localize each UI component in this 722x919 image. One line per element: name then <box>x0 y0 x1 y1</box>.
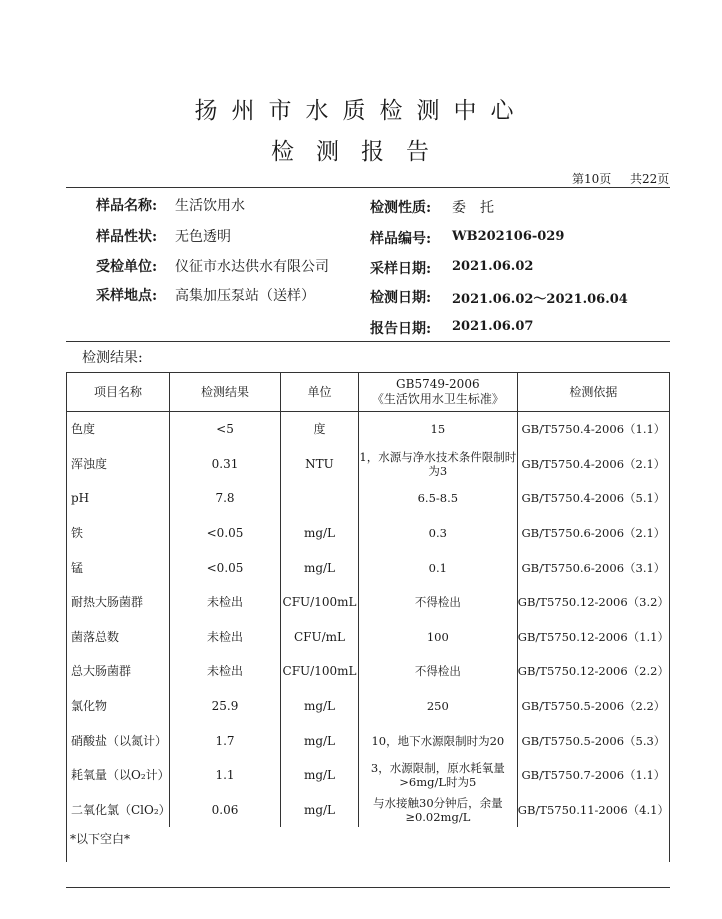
blank-cell <box>281 827 359 862</box>
col-standard-header <box>358 373 517 412</box>
row-unit <box>281 481 359 516</box>
row-standard: 6.5-8.5 <box>358 481 517 516</box>
row-unit: mg/L <box>281 550 359 585</box>
page-current: 第10页 <box>572 172 612 186</box>
sample-no-value: WB202106-029 <box>452 229 565 244</box>
row-result: 未检出 <box>169 620 280 655</box>
table-row <box>67 620 670 655</box>
table-row <box>67 550 670 585</box>
test-date-label: 检测日期: <box>370 290 432 306</box>
row-unit: CFU/100mL <box>281 585 359 620</box>
row-item-name: 锰 <box>67 550 170 585</box>
sample-state-label: 样品性状: <box>96 229 158 245</box>
row-basis: GB/T5750.7-2006（1.1） <box>517 758 669 793</box>
results-section-label: 检测结果: <box>82 350 143 366</box>
table-row <box>67 447 670 482</box>
row-basis: GB/T5750.4-2006（1.1） <box>517 412 669 447</box>
page-total: 共22页 <box>630 172 670 186</box>
row-unit: mg/L <box>281 516 359 551</box>
sampling-date-label: 采样日期: <box>370 261 432 277</box>
report-title: 检测报告 <box>271 139 451 165</box>
row-item-name: 色度 <box>67 412 170 447</box>
row-basis: GB/T5750.4-2006（5.1） <box>517 481 669 516</box>
row-standard: 1，水源与净水技术条件限制时为3 <box>358 447 517 482</box>
table-row <box>67 654 670 689</box>
col-item-header: 项目名称 <box>67 373 170 412</box>
col-basis-header: 检测依据 <box>517 373 669 412</box>
header-rule <box>66 187 670 188</box>
end-note: *以下空白* <box>70 832 131 846</box>
row-standard: 10，地下水源限制时为20 <box>358 723 517 758</box>
sampling-site-value: 高集加压泵站（送样） <box>175 288 315 304</box>
standard-header-line2: 《生活饮用水卫生标准》 <box>371 392 504 406</box>
row-result: <0.05 <box>169 550 280 585</box>
row-result: 0.31 <box>169 447 280 482</box>
row-item-name: 二氧化氯（ClO₂） <box>67 793 170 828</box>
blank-cell <box>517 827 669 862</box>
row-item-name: 耐热大肠菌群 <box>67 585 170 620</box>
row-unit: mg/L <box>281 723 359 758</box>
results-table <box>66 372 670 862</box>
org-title: 扬州市水质检测中心 <box>194 98 528 124</box>
row-standard: 不得检出 <box>358 585 517 620</box>
row-item-name: pH <box>67 481 170 516</box>
row-standard: 与水接触30分钟后，余量≥0.02mg/L <box>358 793 517 828</box>
test-nature-label: 检测性质: <box>370 200 432 216</box>
row-result: 未检出 <box>169 654 280 689</box>
row-standard: 0.1 <box>358 550 517 585</box>
row-unit: mg/L <box>281 689 359 724</box>
row-unit: NTU <box>281 447 359 482</box>
blank-cell <box>169 827 280 862</box>
blank-cell <box>358 827 517 862</box>
row-item-name: 菌落总数 <box>67 620 170 655</box>
row-standard: 100 <box>358 620 517 655</box>
sample-name-label: 样品名称: <box>96 198 158 214</box>
row-item-name: 总大肠菌群 <box>67 654 170 689</box>
row-item-name: 硝酸盐（以氮计） <box>67 723 170 758</box>
col-unit-header: 单位 <box>281 373 359 412</box>
row-basis: GB/T5750.4-2006（2.1） <box>517 447 669 482</box>
row-result: 1.7 <box>169 723 280 758</box>
row-unit: CFU/mL <box>281 620 359 655</box>
row-result: 未检出 <box>169 585 280 620</box>
row-item-name: 铁 <box>67 516 170 551</box>
table-row <box>67 585 670 620</box>
client-value: 仪征市水达供水有限公司 <box>175 259 329 275</box>
row-item-name: 浑浊度 <box>67 447 170 482</box>
row-basis: GB/T5750.12-2006（3.2） <box>517 585 669 620</box>
sample-name-value: 生活饮用水 <box>175 198 245 214</box>
report-date-label: 报告日期: <box>370 321 432 337</box>
table-row <box>67 793 670 828</box>
row-basis: GB/T5750.5-2006（5.3） <box>517 723 669 758</box>
row-result: 1.1 <box>169 758 280 793</box>
row-result: <5 <box>169 412 280 447</box>
table-row <box>67 481 670 516</box>
row-unit: 度 <box>281 412 359 447</box>
client-label: 受检单位: <box>96 259 158 275</box>
table-bottom-border <box>66 887 670 888</box>
table-row <box>67 758 670 793</box>
row-basis: GB/T5750.12-2006（1.1） <box>517 620 669 655</box>
table-blank-row <box>67 827 670 862</box>
test-date-value: 2021.06.02～2021.06.04 <box>452 292 628 307</box>
row-standard: 不得检出 <box>358 654 517 689</box>
row-standard: 15 <box>358 412 517 447</box>
table-row <box>67 689 670 724</box>
row-basis: GB/T5750.11-2006（4.1） <box>517 793 669 828</box>
row-item-name: 氯化物 <box>67 689 170 724</box>
row-basis: GB/T5750.12-2006（2.2） <box>517 654 669 689</box>
row-result: <0.05 <box>169 516 280 551</box>
row-standard: 250 <box>358 689 517 724</box>
sample-no-label: 样品编号: <box>370 231 432 247</box>
sampling-site-label: 采样地点: <box>96 288 158 304</box>
info-rule <box>66 341 670 342</box>
sampling-date-value: 2021.06.02 <box>452 259 534 274</box>
row-basis: GB/T5750.6-2006（2.1） <box>517 516 669 551</box>
table-row <box>67 723 670 758</box>
row-item-name: 耗氧量（以O₂计） <box>67 758 170 793</box>
report-date-value: 2021.06.07 <box>452 319 534 334</box>
table-header-row <box>67 373 670 412</box>
col-result-header: 检测结果 <box>169 373 280 412</box>
row-standard: 0.3 <box>358 516 517 551</box>
row-result: 7.8 <box>169 481 280 516</box>
table-row <box>67 516 670 551</box>
row-result: 25.9 <box>169 689 280 724</box>
row-result: 0.06 <box>169 793 280 828</box>
row-unit: mg/L <box>281 793 359 828</box>
row-standard: 3，水源限制，原水耗氧量>6mg/L时为5 <box>358 758 517 793</box>
row-basis: GB/T5750.5-2006（2.2） <box>517 689 669 724</box>
standard-header-line1: GB5749-2006 <box>396 377 480 391</box>
test-nature-value: 委 托 <box>452 200 494 216</box>
table-row <box>67 412 670 447</box>
row-unit: CFU/100mL <box>281 654 359 689</box>
sample-state-value: 无色透明 <box>175 229 231 245</box>
row-basis: GB/T5750.6-2006（3.1） <box>517 550 669 585</box>
row-unit: mg/L <box>281 758 359 793</box>
